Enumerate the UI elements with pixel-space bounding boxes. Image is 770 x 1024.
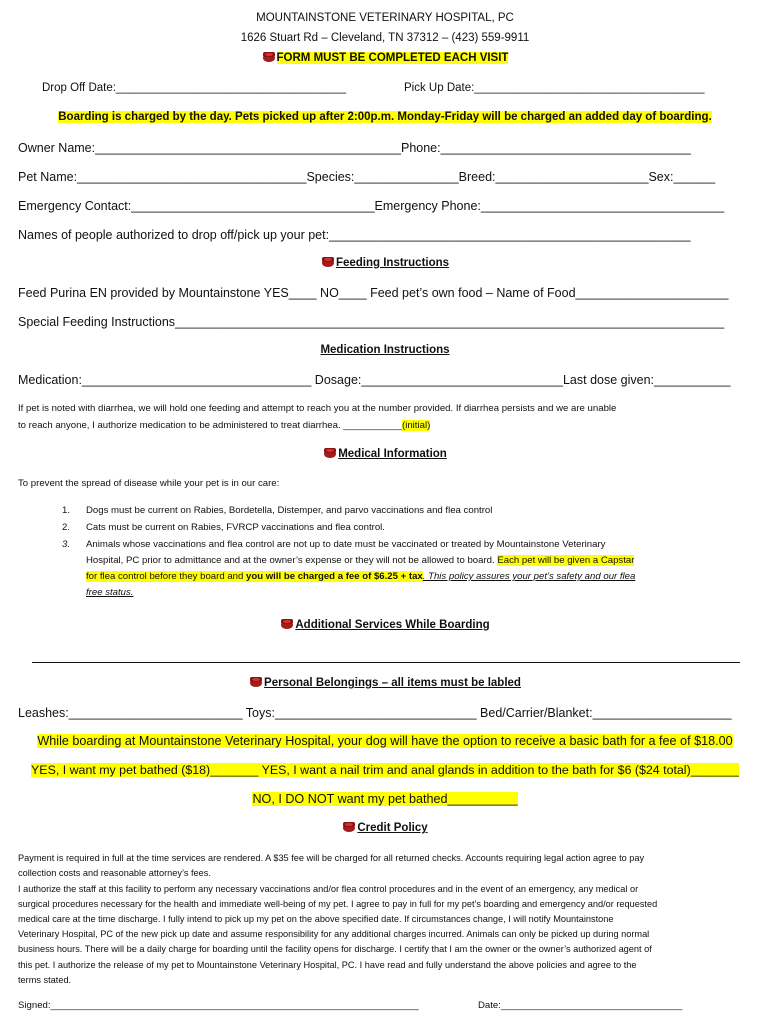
medication-field[interactable]: Medication:_________________________________ Dosage:_____________________________Last dose given:___________ [18, 373, 731, 387]
folder-icon [321, 256, 335, 267]
hospital-address: 1626 Stuart Rd – Cleveland, TN 37312 – (423) 559-9911 [240, 32, 530, 44]
authorization-line: surgical procedures necessary for the health and immediate well-being of my pet. I agree to pay in full for my pet’s boarding and emergency and/or requested [18, 899, 658, 909]
folder-icon [280, 618, 294, 629]
belongings-field[interactable]: Leashes:_________________________ Toys:_____________________________ Bed/Carrier/Blanket:____________________ [18, 706, 732, 720]
boarding-notice: Boarding is charged by the day. Pets picked up after 2:00p.m. Monday-Friday will be charged an added day of boarding. [58, 111, 712, 123]
pet-name-field[interactable]: Pet Name:_________________________________Species:_______________Breed:______________________Sex:______ [18, 170, 716, 184]
initial-label: (initial) [402, 420, 431, 431]
authorization-line: medical care at the time discharge. I fully intend to pick up my pet on the above specified date. If circumstances change, I will notify Mountainstone [18, 914, 614, 924]
authorization-line: I authorize the staff at this facility to perform any necessary vaccinations and/or flea control procedures and in the event of an emergency, any medical or [18, 884, 639, 894]
emergency-contact-field[interactable]: Emergency Contact:___________________________________Emergency Phone:___________________________________ [18, 199, 725, 213]
special-feeding-field[interactable]: Special Feeding Instructions_______________________________________________________________________________ [18, 315, 725, 329]
folder-icon [342, 821, 356, 832]
bath-no-option[interactable]: NO, I DO NOT want my pet bathed__________ [252, 792, 518, 806]
credit-paragraph-line: Payment is required in full at the time services are rendered. A $35 fee will be charged for all returned checks. Accounts requiring legal action agree to pay [18, 853, 645, 863]
medication-title: Medication Instructions [320, 344, 450, 356]
list-item: 2. Cats must be current on Rabies, FVRCP vaccinations and flea control. [62, 522, 385, 533]
pick-up-date-field[interactable]: Pick Up Date:____________________________________ [404, 82, 705, 94]
list-item: 3. Animals whose vaccinations and flea control are not up to date must be vaccinated or treated by Mountainstone Veterinary Hospital, PC prior to admittance and at the owner’s expense or they will not be allowed to board. Each pet will be given a Capstar for flea control before they board and you will be charged a fee of $6.25 + tax. This policy assures your pet’s safety and our flea free status. [62, 539, 636, 598]
form-notice: FORM MUST BE COMPLETED EACH VISIT [0, 51, 770, 64]
folder-icon [249, 676, 263, 687]
bath-offer: While boarding at Mountainstone Veterinary Hospital, your dog will have the option to receive a basic bath for a fee of $18.00 [37, 734, 733, 748]
signature-field[interactable]: Signed:_____________________________________________________________________ [18, 1000, 419, 1011]
authorization-line: business hours. There will be a daily charge for boarding until the facility opens for discharge. I certify that I am the owner or the owner’s authorized agent of [18, 944, 652, 954]
medical-title: Medical Information [0, 447, 770, 460]
bath-yes-options[interactable]: YES, I want my pet bathed ($18)_______ YES, I want a nail trim and anal glands in addition to the bath for $6 ($24 total)_______ [31, 763, 739, 777]
diarrhea-policy-line1: If pet is noted with diarrhea, we will hold one feeding and attempt to reach you at the number provided. If diarrhea persists and we are unable [18, 403, 617, 414]
vaccination-list [62, 503, 752, 601]
feeding-choice-field[interactable]: Feed Purina EN provided by Mountainstone YES____ NO____ Feed pet’s own food – Name of Food______________________ [18, 286, 729, 300]
belongings-title: Personal Belongings – all items must be labled [0, 676, 770, 689]
medical-intro: To prevent the spread of disease while your pet is in our care: [18, 478, 280, 489]
drop-off-date-field[interactable]: Drop Off Date:____________________________________ [42, 82, 347, 94]
credit-policy-title: Credit Policy [0, 821, 770, 834]
additional-services-line[interactable] [32, 662, 740, 663]
feeding-title: Feeding Instructions [0, 256, 770, 269]
owner-name-field[interactable]: Owner Name:____________________________________________Phone:____________________________________ [18, 141, 691, 155]
authorization-line: Veterinary Hospital, PC of the new pick up date and assume responsibility for any additional charges incurred. Animals can only be picked up during normal [18, 929, 650, 939]
authorization-line: this pet. I authorize the release of my pet to Mountainstone Veterinary Hospital, PC. I have read and fully understand the above policies and agree to the [18, 960, 637, 970]
hospital-name: MOUNTAINSTONE VETERINARY HOSPITAL, PC [256, 12, 514, 24]
folder-icon [323, 447, 337, 458]
authorized-people-field[interactable]: Names of people authorized to drop off/pick up your pet:____________________________________________________ [18, 228, 691, 242]
authorization-line: terms stated. [18, 975, 72, 985]
diarrhea-policy-line2[interactable]: to reach anyone, I authorize medication to be administered to treat diarrhea. ___________(initial) [18, 420, 431, 431]
signature-date-field[interactable]: Date:__________________________________ [478, 1000, 683, 1011]
list-item: 1. Dogs must be current on Rabies, Bordetella, Distemper, and parvo vaccinations and flea control [62, 505, 493, 516]
credit-paragraph-line: collection costs and reasonable attorney’s fees. [18, 868, 211, 878]
additional-services-title: Additional Services While Boarding [0, 618, 770, 631]
folder-icon [262, 51, 276, 62]
